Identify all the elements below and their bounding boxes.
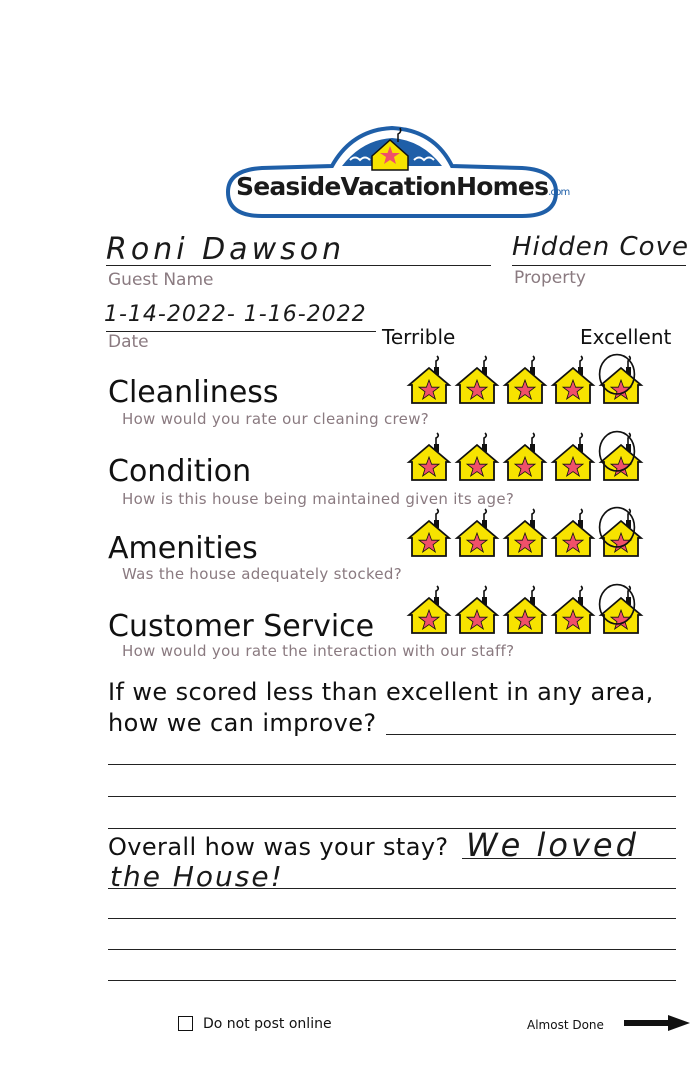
house-star-icon[interactable] [502, 355, 548, 405]
house-star-icon[interactable] [406, 508, 452, 558]
house-star-icon[interactable] [454, 432, 500, 482]
rating-title: Customer Service [108, 609, 375, 644]
scale-high-label: Excellent [580, 325, 672, 349]
overall-answer-line2: the House! [110, 860, 284, 893]
overall-question: Overall how was your stay? [108, 833, 449, 861]
scale-low-label: Terrible [382, 325, 456, 349]
house-star-icon[interactable] [550, 508, 596, 558]
rating-title: Amenities [108, 531, 258, 566]
rating-houses [406, 355, 644, 405]
rating-row-amenities [0, 508, 698, 588]
house-star-icon[interactable] [502, 508, 548, 558]
overall-answer-line[interactable] [108, 918, 676, 919]
selected-circle-icon [594, 424, 640, 474]
overall-answer-line[interactable] [108, 888, 676, 889]
house-star-icon[interactable] [598, 432, 644, 482]
rating-subtitle: How would you rate the interaction with our staff? [122, 642, 515, 660]
overall-answer-line1: We loved [466, 826, 639, 864]
logo-brand: SeasideVacationHomes [236, 172, 549, 201]
rating-subtitle: How would you rate our cleaning crew? [122, 410, 430, 428]
selected-circle-icon [594, 577, 640, 627]
improve-answer-line[interactable] [108, 764, 676, 765]
selected-circle-icon [594, 500, 640, 550]
house-star-icon[interactable] [550, 585, 596, 635]
guest-name-label: Guest Name [108, 270, 214, 290]
rating-houses [406, 585, 644, 635]
rating-subtitle: Was the house adequately stocked? [122, 565, 403, 583]
property-label: Property [514, 268, 586, 288]
arrow-right-icon[interactable] [624, 1015, 690, 1031]
rating-title: Cleanliness [108, 375, 279, 410]
overall-answer-line[interactable] [462, 858, 676, 859]
house-star-icon[interactable] [454, 355, 500, 405]
house-star-icon[interactable] [454, 585, 500, 635]
logo-text [236, 172, 570, 201]
rating-subtitle: How is this house being maintained given its age? [122, 490, 515, 508]
do-not-post-label: Do not post online [203, 1016, 332, 1032]
house-star-icon[interactable] [598, 585, 644, 635]
house-star-icon[interactable] [550, 432, 596, 482]
date-value: 1-14-2022- 1-16-2022 [104, 302, 367, 327]
house-star-icon[interactable] [598, 508, 644, 558]
almost-done-label[interactable]: Almost Done [527, 1018, 604, 1032]
house-star-icon[interactable] [406, 355, 452, 405]
logo-suffix: .com [548, 187, 570, 198]
improve-answer-line[interactable] [386, 734, 676, 735]
house-star-icon[interactable] [598, 355, 644, 405]
rating-title: Condition [108, 454, 252, 489]
date-label: Date [108, 332, 149, 352]
selected-circle-icon [594, 347, 640, 397]
rating-row-cleanliness [0, 355, 698, 435]
rating-houses [406, 508, 644, 558]
rating-row-customer-service [0, 585, 698, 665]
improve-answer-line[interactable] [108, 796, 676, 797]
house-star-icon[interactable] [502, 432, 548, 482]
house-star-icon[interactable] [550, 355, 596, 405]
improve-question-line2: how we can improve? [108, 709, 377, 737]
property-line [512, 265, 686, 266]
guest-name-line [106, 265, 491, 266]
house-star-icon[interactable] [502, 585, 548, 635]
rating-houses [406, 432, 644, 482]
house-star-icon[interactable] [406, 585, 452, 635]
overall-answer-line[interactable] [108, 980, 676, 981]
improve-question-line1: If we scored less than excellent in any area, [108, 678, 654, 706]
do-not-post-checkbox[interactable] [178, 1016, 193, 1031]
logo [222, 122, 570, 222]
house-star-icon[interactable] [406, 432, 452, 482]
house-star-icon[interactable] [454, 508, 500, 558]
property-value: Hidden Cove [512, 232, 689, 262]
guest-name-value: Roni Dawson [106, 232, 346, 267]
overall-answer-line[interactable] [108, 949, 676, 950]
